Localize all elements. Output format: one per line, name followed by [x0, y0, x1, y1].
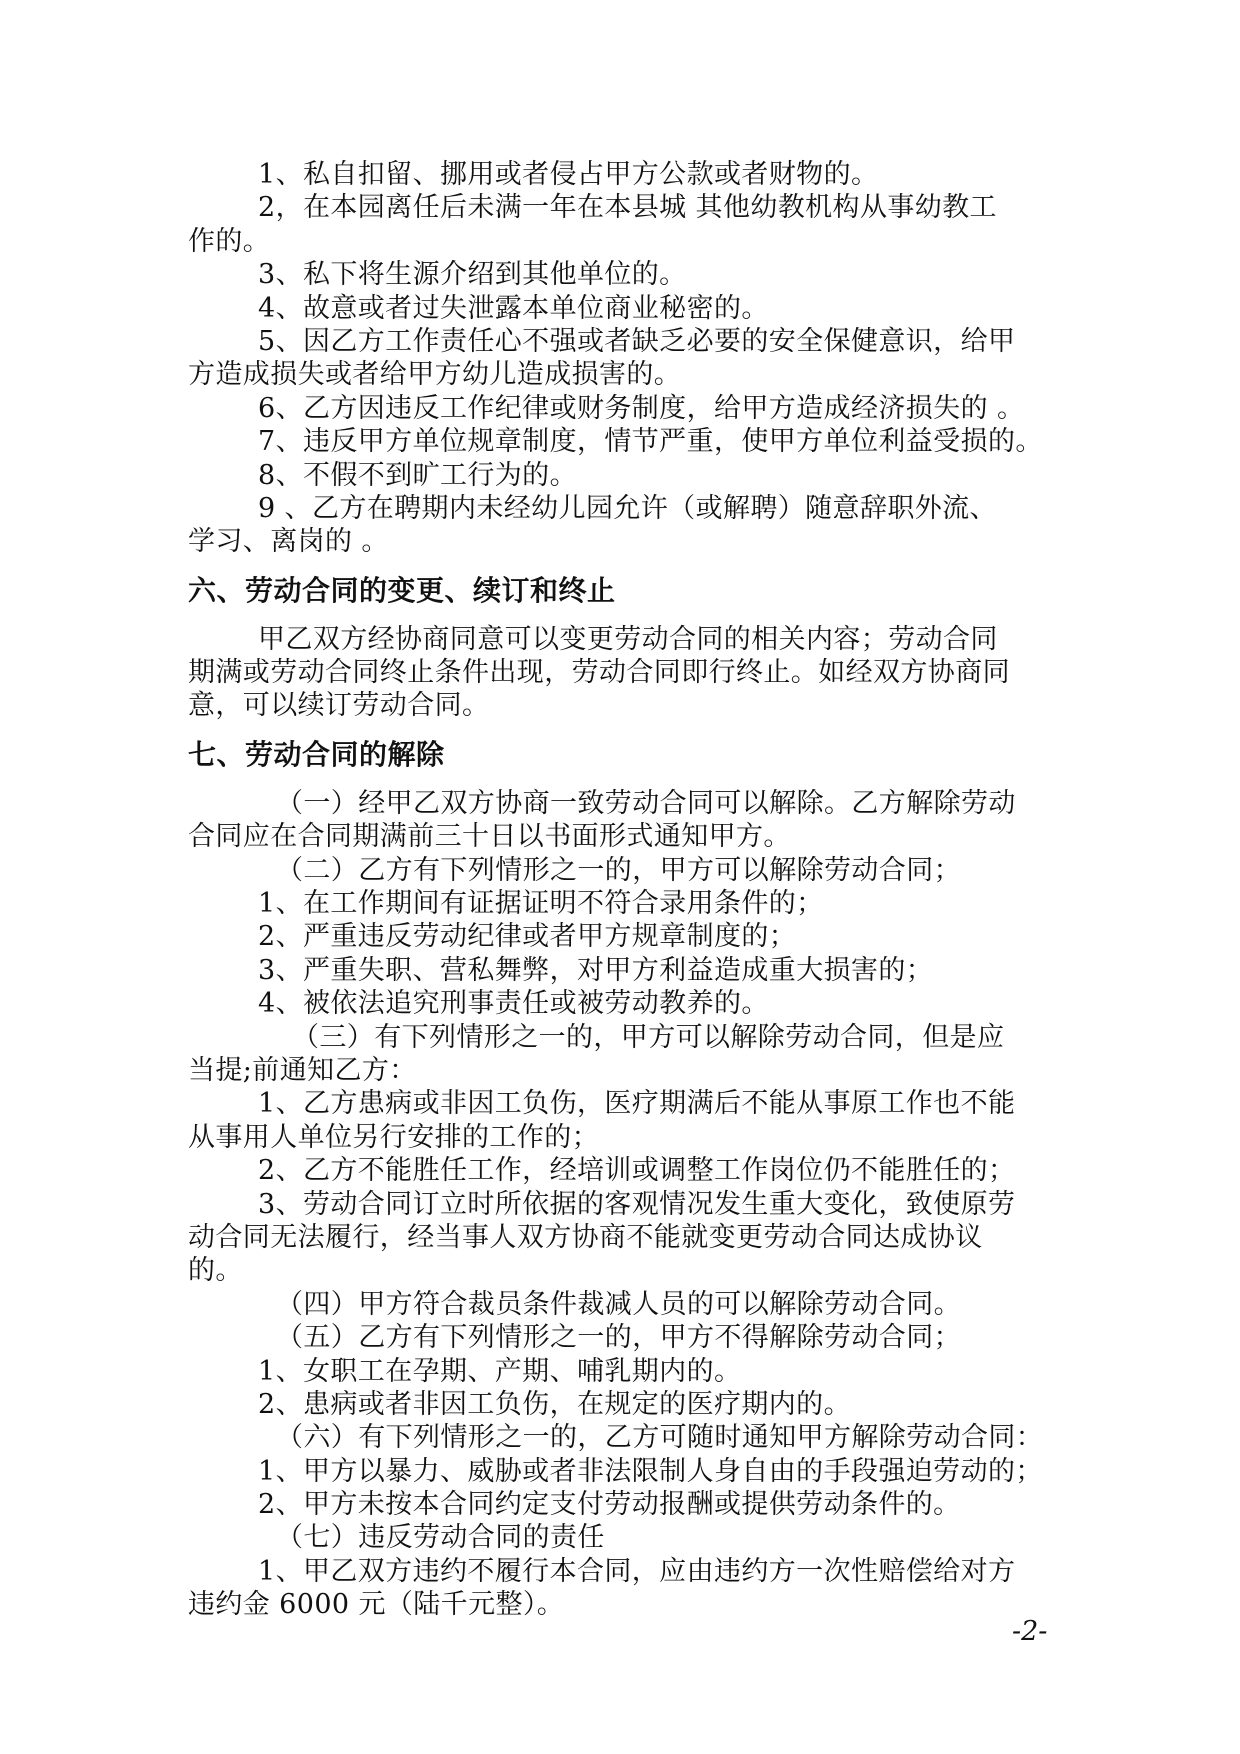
list-item: 1、甲乙双方违约不履行本合同，应由违约方一次性赔偿给对方: [258, 1555, 1016, 1587]
section7-heading: 七、劳动合同的解除: [188, 737, 445, 771]
list-item: 1、甲方以暴力、威胁或者非法限制人身自由的手段强迫劳动的；: [258, 1455, 1043, 1487]
section6-body: [188, 623, 1064, 723]
paragraph-line: （六）有下列情形之一的，乙方可随时通知甲方解除劳动合同：: [276, 1422, 1044, 1454]
section5-list: [188, 158, 1064, 559]
list-item: 3、劳动合同订立时所依据的客观情况发生重大变化，致使原劳: [258, 1188, 1016, 1220]
paragraph-line: （一）经甲乙双方协商一致劳动合同可以解除。乙方解除劳动: [276, 787, 1016, 819]
paragraph-line: 期满或劳动合同终止条件出现，劳动合同即行终止。如经双方协商同: [188, 657, 1010, 689]
list-item-continuation: 从事用人单位另行安排的工作的；: [188, 1121, 599, 1153]
list-item: 6、乙方因违反工作纪律或财务制度，给甲方造成经济损失的 。: [258, 392, 1025, 424]
list-item: 2，在本园离任后未满一年在本县城 其他幼教机构从事幼教工: [258, 192, 997, 224]
list-item: 8、不假不到旷工行为的。: [258, 459, 577, 491]
paragraph-line: （七）违反劳动合同的责任: [276, 1522, 605, 1554]
page-number: -2-: [1012, 1616, 1048, 1647]
document-page: [188, 158, 1064, 1622]
list-item-continuation: 作的。: [188, 225, 271, 257]
paragraph-line: （三）有下列情形之一的，甲方可以解除劳动合同，但是应: [292, 1021, 1005, 1053]
list-item: 4、被依法追究刑事责任或被劳动教养的。: [258, 988, 769, 1020]
paragraph-line: 意，可以续订劳动合同。: [188, 690, 490, 722]
list-item: 2、严重违反劳动纪律或者甲方规章制度的；: [258, 921, 797, 953]
paragraph-line: （四）甲方符合裁员条件裁减人员的可以解除劳动合同。: [276, 1288, 961, 1320]
paragraph-line: （二）乙方有下列情形之一的，甲方可以解除劳动合同；: [276, 854, 961, 886]
section6-heading: 六、劳动合同的变更、续订和终止: [188, 573, 616, 607]
list-item: 7、违反甲方单位规章制度，情节严重，使甲方单位利益受损的。: [258, 426, 1043, 458]
list-item: 1、乙方患病或非因工负伤，医疗期满后不能从事原工作也不能: [258, 1088, 1016, 1120]
list-item: 1、私自扣留、挪用或者侵占甲方公款或者财物的。: [258, 159, 879, 190]
paragraph-line: 甲乙双方经协商同意可以变更劳动合同的相关内容；劳动合同: [258, 623, 998, 655]
list-item-continuation: 违约金 6000 元（陆千元整）。: [188, 1589, 565, 1621]
section7-body: [188, 787, 1064, 1622]
paragraph-line: 当提;前通知乙方：: [188, 1054, 417, 1086]
list-item: 5、因乙方工作责任心不强或者缺乏必要的安全保健意识，给甲: [258, 325, 1016, 357]
list-item: 2、乙方不能胜任工作，经培训或调整工作岗位仍不能胜任的；: [258, 1155, 1016, 1187]
paragraph-line: （五）乙方有下列情形之一的，甲方不得解除劳动合同；: [276, 1322, 961, 1354]
list-item: 3、严重失职、营私舞弊，对甲方利益造成重大损害的；: [258, 954, 934, 986]
list-item: 1、女职工在孕期、产期、哺乳期内的。: [258, 1355, 742, 1387]
list-item: 4、故意或者过失泄露本单位商业秘密的。: [258, 292, 769, 324]
list-item: 9 、乙方在聘期内未经幼儿园允许（或解聘）随意辞职外流、: [258, 492, 997, 524]
list-item-continuation: 动合同无法履行，经当事人双方协商不能就变更劳动合同达成协议: [188, 1221, 983, 1253]
list-item-continuation: 的。: [188, 1255, 243, 1287]
list-item: 3、私下将生源介绍到其他单位的。: [258, 259, 687, 291]
list-item: 2、甲方未按本合同约定支付劳动报酬或提供劳动条件的。: [258, 1489, 961, 1521]
list-item-continuation: 学习、离岗的 。: [188, 526, 389, 558]
list-item: 1、在工作期间有证据证明不符合录用条件的；: [258, 888, 824, 920]
paragraph-line: 合同应在合同期满前三十日以书面形式通知甲方。: [188, 821, 791, 853]
list-item: 2、患病或者非因工负伤，在规定的医疗期内的。: [258, 1388, 851, 1420]
list-item-continuation: 方造成损失或者给甲方幼儿造成损害的。: [188, 359, 682, 391]
